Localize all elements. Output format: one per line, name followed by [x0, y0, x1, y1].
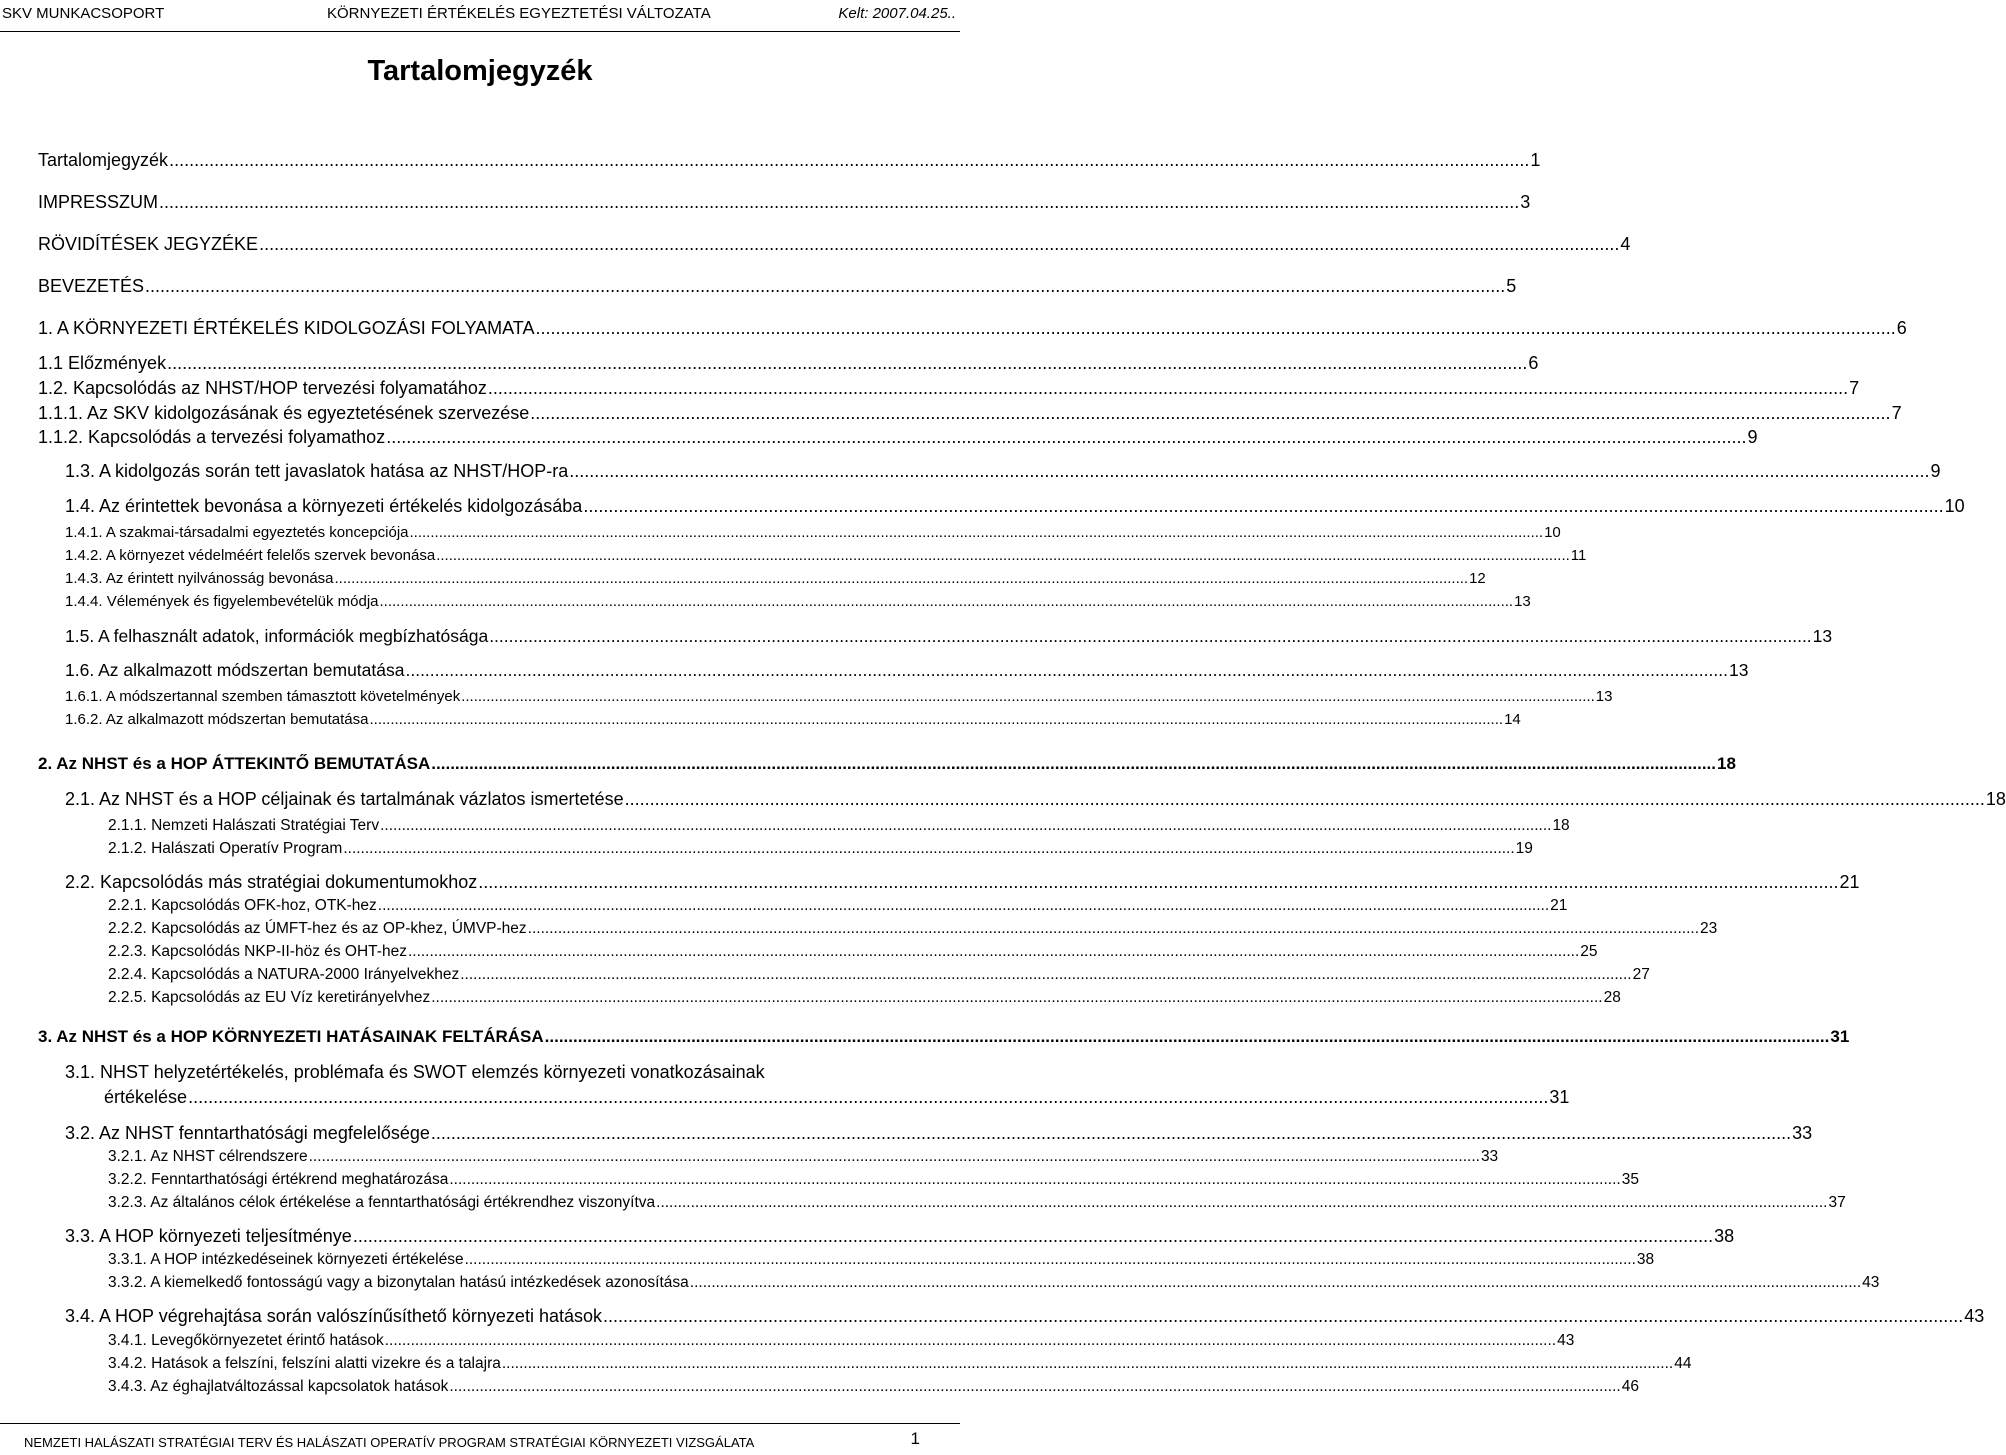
toc-entry[interactable]: 1.4.4. Vélemények és figyelembevételük módja ..... 13: [65, 593, 922, 610]
toc-entry[interactable]: 2. Az NHST és a HOP ÁTTEKINTŐ BEMUTATÁSA ..... 18: [38, 754, 922, 774]
toc-entry[interactable]: 3.4. A HOP végrehajtása során valószínűsíthető környezeti hatások ..... 43: [65, 1306, 922, 1327]
toc-entry[interactable]: 3.2.3. Az általános célok értékelése a fenntarthatósági értékrendhez viszonyítva ..... 37: [108, 1194, 922, 1212]
footer-document-title: NEMZETI HALÁSZATI STRATÉGIAI TERV ÉS HALÁSZATI OPERATÍV PROGRAM STRATÉGIAI KÖRNYEZETI VIZSGÁLATA: [24, 1435, 755, 1450]
toc-entry[interactable]: értékelése ..... 31: [104, 1087, 922, 1108]
toc-entry[interactable]: 3. Az NHST és a HOP KÖRNYEZETI HATÁSAINAK FELTÁRÁSA ..... 31: [38, 1027, 922, 1047]
toc-entry[interactable]: 1.1.1. Az SKV kidolgozásának és egyeztetésének szervezése ..... 7: [38, 403, 922, 424]
toc-entry[interactable]: Tartalomjegyzék ..... 1: [38, 150, 922, 171]
toc-entry[interactable]: 3.2.2. Fenntarthatósági értékrend meghatározása ..... 35: [108, 1171, 922, 1189]
toc-entry[interactable]: 2.2.3. Kapcsolódás NKP-II-höz és OHT-hez ..... 25: [108, 943, 922, 961]
toc-entry[interactable]: 1.3. A kidolgozás során tett javaslatok hatása az NHST/HOP-ra ..... 9: [65, 461, 922, 482]
toc-entry[interactable]: 2.2.1. Kapcsolódás OFK-hoz, OTK-hez ..... 21: [108, 897, 922, 915]
page-header: [0, 0, 960, 32]
toc-entry[interactable]: RÖVIDÍTÉSEK JEGYZÉKE ..... 4: [38, 234, 922, 255]
toc-entry[interactable]: 2.2.2. Kapcsolódás az ÚMFT-hez és az OP-khez, ÚMVP-hez ..... 23: [108, 920, 922, 938]
toc-entry[interactable]: 3.4.2. Hatások a felszíni, felszíni alatti vizekre és a talajra ..... 44: [108, 1355, 922, 1373]
toc-entry[interactable]: 2.2.4. Kapcsolódás a NATURA-2000 Irányelvekhez ..... 27: [108, 966, 922, 984]
toc-entry[interactable]: 1.5. A felhasznált adatok, információk megbízhatósága ..... 13: [65, 626, 922, 647]
toc-entry[interactable]: 3.4.1. Levegőkörnyezetet érintő hatások ..... 43: [108, 1332, 922, 1350]
toc-entry[interactable]: 2.2. Kapcsolódás más stratégiai dokumentumokhoz ..... 21: [65, 872, 922, 893]
toc-entry[interactable]: 3.3.1. A HOP intézkedéseinek környezeti értékelése ..... 38: [108, 1251, 922, 1269]
toc-entry[interactable]: 3.3. A HOP környezeti teljesítménye ..... 38: [65, 1226, 922, 1247]
toc-entry[interactable]: 1.1 Előzmények ..... 6: [38, 353, 922, 374]
toc-entry[interactable]: 3.4.3. Az éghajlatváltozással kapcsolatok hatások ..... 46: [108, 1378, 922, 1396]
toc-entry[interactable]: 1.4.3. Az érintett nyilvánosság bevonása ..... 12: [65, 570, 922, 587]
page-number: 1: [910, 1429, 920, 1448]
page-footer: [0, 1423, 960, 1455]
toc-entry[interactable]: 2.1.2. Halászati Operatív Program ..... 19: [108, 840, 922, 858]
toc-entry[interactable]: 2.2.5. Kapcsolódás az EU Víz keretirányelvhez ..... 28: [108, 989, 922, 1007]
toc-entry[interactable]: 2.1.1. Nemzeti Halászati Stratégiai Terv ..... 18: [108, 817, 922, 835]
header-date: Kelt: 2007.04.25..: [838, 5, 956, 22]
toc-entry[interactable]: 1.4.2. A környezet védelméért felelős szervek bevonása ..... 11: [65, 547, 922, 564]
toc-entry[interactable]: 1.6.1. A módszertannal szemben támasztott követelmények ..... 13: [65, 688, 922, 705]
header-org: SKV MUNKACSOPORT: [2, 5, 165, 22]
toc-entry[interactable]: 1. A KÖRNYEZETI ÉRTÉKELÉS KIDOLGOZÁSI FOLYAMATA ..... 6: [38, 318, 922, 339]
toc-entry[interactable]: 1.1.2. Kapcsolódás a tervezési folyamathoz ..... 9: [38, 427, 922, 448]
header-doc-version: KÖRNYEZETI ÉRTÉKELÉS EGYEZTETÉSI VÁLTOZATA: [327, 5, 711, 22]
toc-entry[interactable]: 2.1. Az NHST és a HOP céljainak és tartalmának vázlatos ismertetése ..... 18: [65, 789, 922, 810]
toc-entry[interactable]: 3.3.2. A kiemelkedő fontosságú vagy a bizonytalan hatású intézkedések azonosítása ..... 43: [108, 1274, 922, 1292]
toc-entry-line1[interactable]: 3.1. NHST helyzetértékelés, problémafa és SWOT elemzés környezeti vonatkozásainak: [65, 1062, 765, 1082]
page-title: Tartalomjegyzék: [367, 55, 593, 87]
toc-entry[interactable]: BEVEZETÉS ..... 5: [38, 276, 922, 297]
toc-entry[interactable]: 1.6. Az alkalmazott módszertan bemutatása ..... 13: [65, 660, 922, 681]
toc-entry[interactable]: IMPRESSZUM ..... 3: [38, 192, 922, 213]
toc-entry[interactable]: 3.2. Az NHST fenntarthatósági megfelelősége ..... 33: [65, 1123, 922, 1144]
toc-entry[interactable]: 1.6.2. Az alkalmazott módszertan bemutatása ..... 14: [65, 711, 922, 728]
toc-entry[interactable]: 1.4.1. A szakmai-társadalmi egyeztetés koncepciója ..... 10: [65, 524, 922, 541]
toc-entry[interactable]: 3.2.1. Az NHST célrendszere ..... 33: [108, 1148, 922, 1166]
toc-entry[interactable]: 1.4. Az érintettek bevonása a környezeti értékelés kidolgozásába ..... 10: [65, 496, 922, 517]
toc-entry[interactable]: 1.2. Kapcsolódás az NHST/HOP tervezési folyamatához ..... 7: [38, 378, 922, 399]
